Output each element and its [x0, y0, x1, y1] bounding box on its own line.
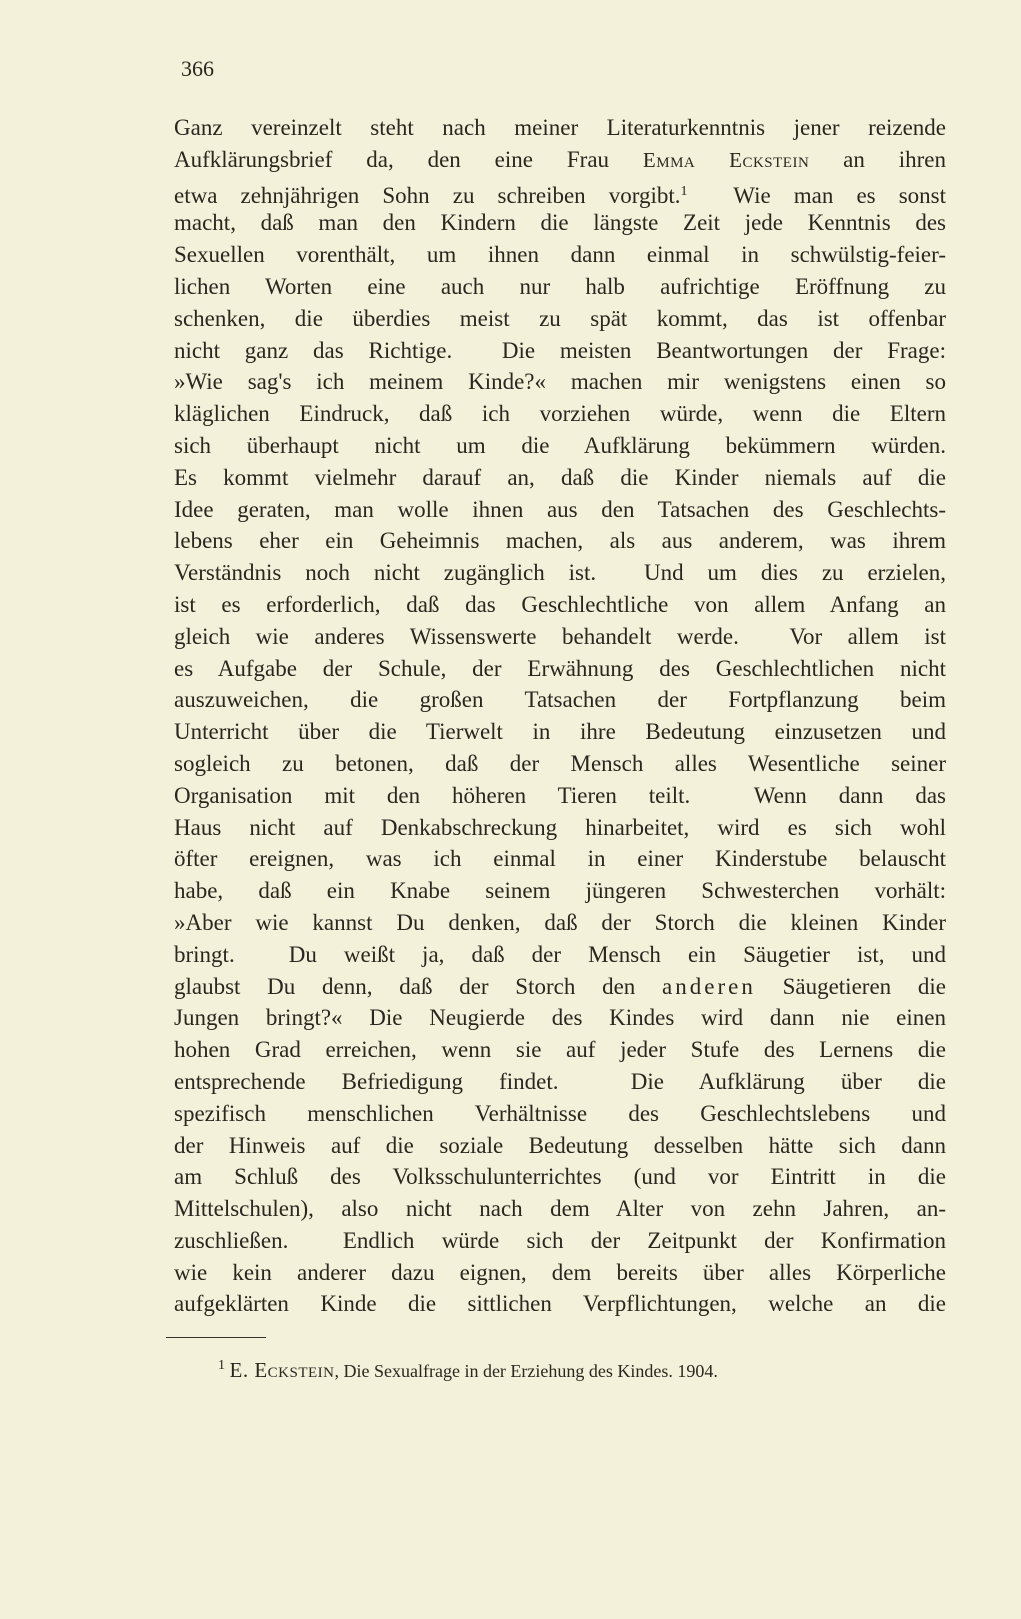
- text-segment: habe, daß ein Knabe seinem jüngeren Schwesterchen vorhält:: [174, 878, 946, 904]
- footnote-reference: 1: [680, 183, 688, 199]
- text-line: [174, 1288, 946, 1320]
- text-segment: Ganz vereinzelt steht nach meiner Literaturkenntnis jener reizende: [174, 115, 946, 140]
- text-line: [174, 176, 946, 208]
- text-line: [174, 653, 946, 685]
- text-segment: glaubst Du denn, daß der Storch den: [174, 973, 663, 999]
- text-segment: etwa zehnjährigen Sohn zu schreiben vorgibt.: [174, 182, 681, 208]
- footnote-text: , Die Sexualfrage in der Erziehung des Kindes. 1904.: [334, 1361, 718, 1381]
- footnote-author: E. Eckstein: [229, 1358, 335, 1382]
- text-line: [174, 684, 946, 716]
- text-line: [174, 462, 946, 494]
- text-segment: »Wie sag's ich meinem Kinde?« machen mir wenigstens einen so: [174, 369, 946, 395]
- text-segment: sich überhaupt nicht um die Aufklärung bekümmern würden.: [174, 432, 946, 458]
- text-line: [174, 303, 946, 335]
- text-segment: der Hinweis auf die soziale Bedeutung desselben hätte sich dann: [174, 1132, 946, 1158]
- text-segment: Sexuellen vorenthält, um ihnen dann einmal in schwülstig-feier-: [174, 242, 946, 268]
- text-segment: kläglichen Eindruck, daß ich vorziehen würde, wenn die Eltern: [174, 401, 946, 427]
- text-line: [174, 1098, 946, 1130]
- text-segment: sogleich zu betonen, daß der Mensch alles Wesentliche seiner: [174, 750, 946, 776]
- text-line: [174, 1161, 946, 1193]
- text-line: [174, 1257, 946, 1289]
- text-line: [174, 939, 946, 971]
- text-segment: lebens eher ein Geheimnis machen, als aus anderem, was ihrem: [174, 528, 946, 554]
- text-line: [174, 780, 946, 812]
- text-segment: Organisation mit den höheren Tieren teilt. Wenn dann das: [174, 782, 946, 808]
- text-line: [174, 557, 946, 589]
- text-line: [174, 1225, 946, 1257]
- text-segment: Haus nicht auf Denkabschreckung hinarbeitet, wird es sich wohl: [174, 814, 946, 840]
- text-segment: auszuweichen, die großen Tatsachen der Fortpflanzung beim: [174, 687, 946, 713]
- text-segment: entsprechende Befriedigung findet. Die Aufklärung über die: [174, 1068, 946, 1094]
- text-line: [174, 144, 946, 176]
- text-segment: Wie man es sonst: [687, 182, 946, 208]
- text-line: [174, 621, 946, 653]
- footnote-marker: 1: [218, 1358, 225, 1373]
- text-segment: spezifisch menschlichen Verhältnisse des Geschlechtslebens und: [174, 1100, 946, 1126]
- page-number: 366: [181, 56, 214, 81]
- text-line: [174, 589, 946, 621]
- text-segment: Es kommt vielmehr darauf an, daß die Kinder niemals auf die: [174, 464, 946, 490]
- text-segment: Jungen bringt?« Die Neugierde des Kindes wird dann nie einen: [174, 1005, 946, 1031]
- text-line: [174, 875, 946, 907]
- text-line: [174, 525, 946, 557]
- text-line: [174, 812, 946, 844]
- text-line: [174, 1034, 946, 1066]
- text-segment: bringt. Du weißt ja, daß der Mensch ein Säugetier ist, und: [174, 941, 946, 967]
- text-segment: nicht ganz das Richtige. Die meisten Beantwortungen der Frage:: [174, 337, 946, 363]
- text-segment: am Schluß des Volksschulunterrichtes (und vor Eintritt in die: [174, 1164, 946, 1190]
- text-segment: Mittelschulen), also nicht nach dem Alter von zehn Jahren, an-: [174, 1196, 946, 1222]
- text-segment: an ihren: [809, 146, 946, 172]
- text-segment: hohen Grad erreichen, wenn sie auf jeder Stufe des Lernens die: [174, 1037, 946, 1063]
- text-segment: öfter ereignen, was ich einmal in einer Kinderstube belauscht: [174, 846, 946, 872]
- text-segment: Verständnis noch nicht zugänglich ist. Und um dies zu erzielen,: [174, 560, 946, 586]
- text-line: [174, 271, 946, 303]
- text-segment: gleich wie anderes Wissenswerte behandelt werde. Vor allem ist: [174, 623, 946, 649]
- text-line: [174, 366, 946, 398]
- text-line: [174, 748, 946, 780]
- text-line: [174, 907, 946, 939]
- text-line: [174, 971, 946, 1003]
- text-segment: »Aber wie kannst Du denken, daß der Storch die kleinen Kinder: [174, 909, 946, 935]
- text-segment: Aufklärungsbrief da, den eine Frau: [174, 146, 643, 172]
- text-line: [174, 1002, 946, 1034]
- text-line: [174, 239, 946, 271]
- footnote: [218, 1358, 718, 1383]
- text-segment: aufgeklärten Kinde die sittlichen Verpflichtungen, welche an die: [174, 1291, 946, 1317]
- text-line: [174, 494, 946, 526]
- text-segment: anderen: [662, 973, 756, 999]
- text-line: [174, 843, 946, 875]
- text-segment: Säugetieren die: [755, 973, 946, 999]
- text-segment: schenken, die überdies meist zu spät kommt, das ist offenbar: [174, 305, 946, 331]
- text-line: [174, 1193, 946, 1225]
- text-line: [174, 112, 946, 144]
- text-segment: Unterricht über die Tierwelt in ihre Bedeutung einzusetzen und: [174, 719, 946, 745]
- text-segment: zuschließen. Endlich würde sich der Zeitpunkt der Konfirmation: [174, 1227, 946, 1253]
- text-segment: wie kein anderer dazu eignen, dem bereits über alles Körperliche: [174, 1259, 946, 1285]
- text-line: [174, 1130, 946, 1162]
- text-line: [174, 398, 946, 430]
- text-line: [174, 335, 946, 367]
- text-line: [174, 1066, 946, 1098]
- main-text: [174, 112, 946, 1320]
- text-segment: Emma Eckstein: [642, 147, 810, 172]
- text-segment: Idee geraten, man wolle ihnen aus den Tatsachen des Geschlechts-: [174, 496, 946, 522]
- text-line: [174, 207, 946, 239]
- text-segment: es Aufgabe der Schule, der Erwähnung des Geschlechtlichen nicht: [174, 655, 946, 681]
- text-segment: ist es erforderlich, daß das Geschlechtliche von allem Anfang an: [174, 591, 946, 617]
- text-segment: macht, daß man den Kindern die längste Zeit jede Kenntnis des: [174, 210, 946, 236]
- footnote-divider: [166, 1337, 266, 1338]
- text-line: [174, 430, 946, 462]
- text-line: [174, 716, 946, 748]
- text-segment: lichen Worten eine auch nur halb aufrichtige Eröffnung zu: [174, 273, 946, 299]
